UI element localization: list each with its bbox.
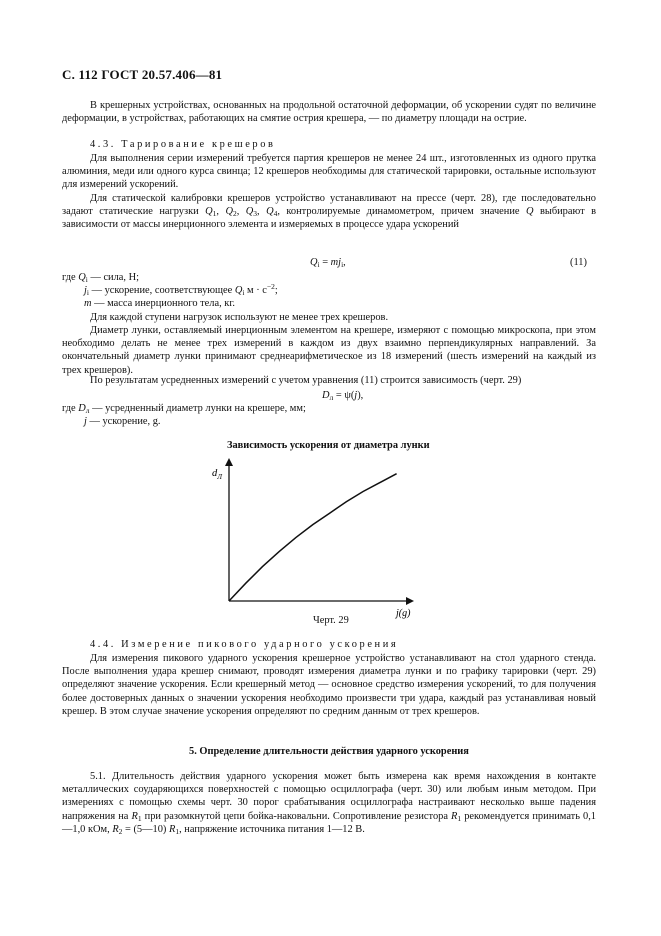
definition-mass: m — масса инерционного тела, кг. <box>84 298 236 309</box>
y-axis-label-sub: Л <box>217 473 222 481</box>
paragraph-crusher-devices: В крешерных устройствах, основанных на продольной остаточной деформации, об ускорении судят по величине деформации, в устройствах, работающих на смятие острия крешера, — по диаметру площади на острие. <box>62 100 596 125</box>
chart-29 <box>200 452 430 624</box>
paragraph-series-of-measurements: Для выполнения серии измерений требуется партия крешеров не менее 24 шт., изготовленных из одного прутка алюминия, меди или одного курса свинца; 12 крешеров необходимы для статической тарировки, остальные используют для измерений ускорений. <box>62 153 596 191</box>
chart-title: Зависимость ускорения от диаметра лунки <box>227 440 430 451</box>
paragraph-peak-acceleration: Для измерения пикового ударного ускорения крешерное устройство устанавливают на стол ударного стенда. После выполнения удара крешер снимают, проводят измерения диаметра лунки и по графику тарировки (черт. 29) определяют значение ускорения. Если крешерный метод — основное средство измерения ускорений, то для получения более достоверных данных о значении ускорения необходимо произвести три удара, каждый раз устанавливая новый крешер. В этом случае значение ускорения определяют по средним данным от трех крешеров. <box>62 653 596 717</box>
equation-11: $Q_i = mj_i$, <box>310 257 346 269</box>
paragraph-duration: 5.1. Длительность действия ударного ускорения может быть измерена как время нахождения в контакте металлических соударяющихся поверхностей с помощью осциллографа (черт. 30) или любым иным методом. При измерениях с помощью схемы черт. 30 порог срабатывания осциллографа настраивают несколько выше падения напряжения на $R_1$ при разомкнутой цепи бойка-наковальни. Сопротивление резистора $R_1$ рекомендуется принимать 0,1—1,0 кОм, $R_2$ = (5—10) $R_1$, напряжение источника питания 1—12 В. <box>62 771 596 836</box>
figure-caption: Черт. 29 <box>313 615 349 626</box>
paragraph-load-steps: Для каждой ступени нагрузок используют не менее трех крешеров. <box>90 312 389 323</box>
section-5-title: 5. Определение длительности действия ударного ускорения <box>189 746 469 757</box>
section-4-3-title: 4.3. Тарирование крешеров <box>90 139 276 150</box>
definition-acceleration: $j_i$ — ускорение, соответствующее $Q_i$ $м \cdot с^{-2}$; <box>84 282 278 297</box>
definition-acceleration-g: j — ускорение, g. <box>84 416 161 427</box>
equation-dependence: $D_л = \psi(j)$, <box>322 390 364 402</box>
paragraph-averaged-results: По результатам усредненных измерений с учетом уравнения (11) строится зависимость (черт. 29) <box>90 375 522 386</box>
paragraph-dimple-diameter: Диаметр лунки, оставляемый инерционным элементом на крешере, измеряют с помощью микроскопа, при этом необходимо делать не менее трех измерений в каждом из двух взаимно перпендикулярных направлений. За окончательный диаметр лунки принимают среднеарифметическое из 18 измерений (шесть измерений на каждый из трех крешеров). <box>62 325 596 376</box>
equation-11-number: (11) <box>570 257 587 268</box>
definition-force: где $Q_i$ — сила, Н; <box>62 272 140 284</box>
paragraph-static-calibration: Для статической калибровки крешеров устройство устанавливают на прессе (черт. 28), где последовательно задают статические нагрузки $Q_1$, $Q_2$, $Q_3$, $Q_4$, контролируемые динамометром, причем значение Q выбирают в зависимости от массы инерционного элемента и измеряемых в процессе удара ускорений <box>62 193 596 231</box>
calibration-curve <box>229 474 397 601</box>
section-4-4-title: 4.4. Измерение пикового ударного ускорения <box>90 639 399 650</box>
x-axis-label: j(g) <box>396 608 411 619</box>
y-axis-label: $d_Л$ <box>212 468 222 481</box>
definition-diameter: где $D_л$ — усредненный диаметр лунки на крешере, мм; <box>62 403 306 415</box>
page-header: С. 112 ГОСТ 20.57.406—81 <box>62 67 223 82</box>
